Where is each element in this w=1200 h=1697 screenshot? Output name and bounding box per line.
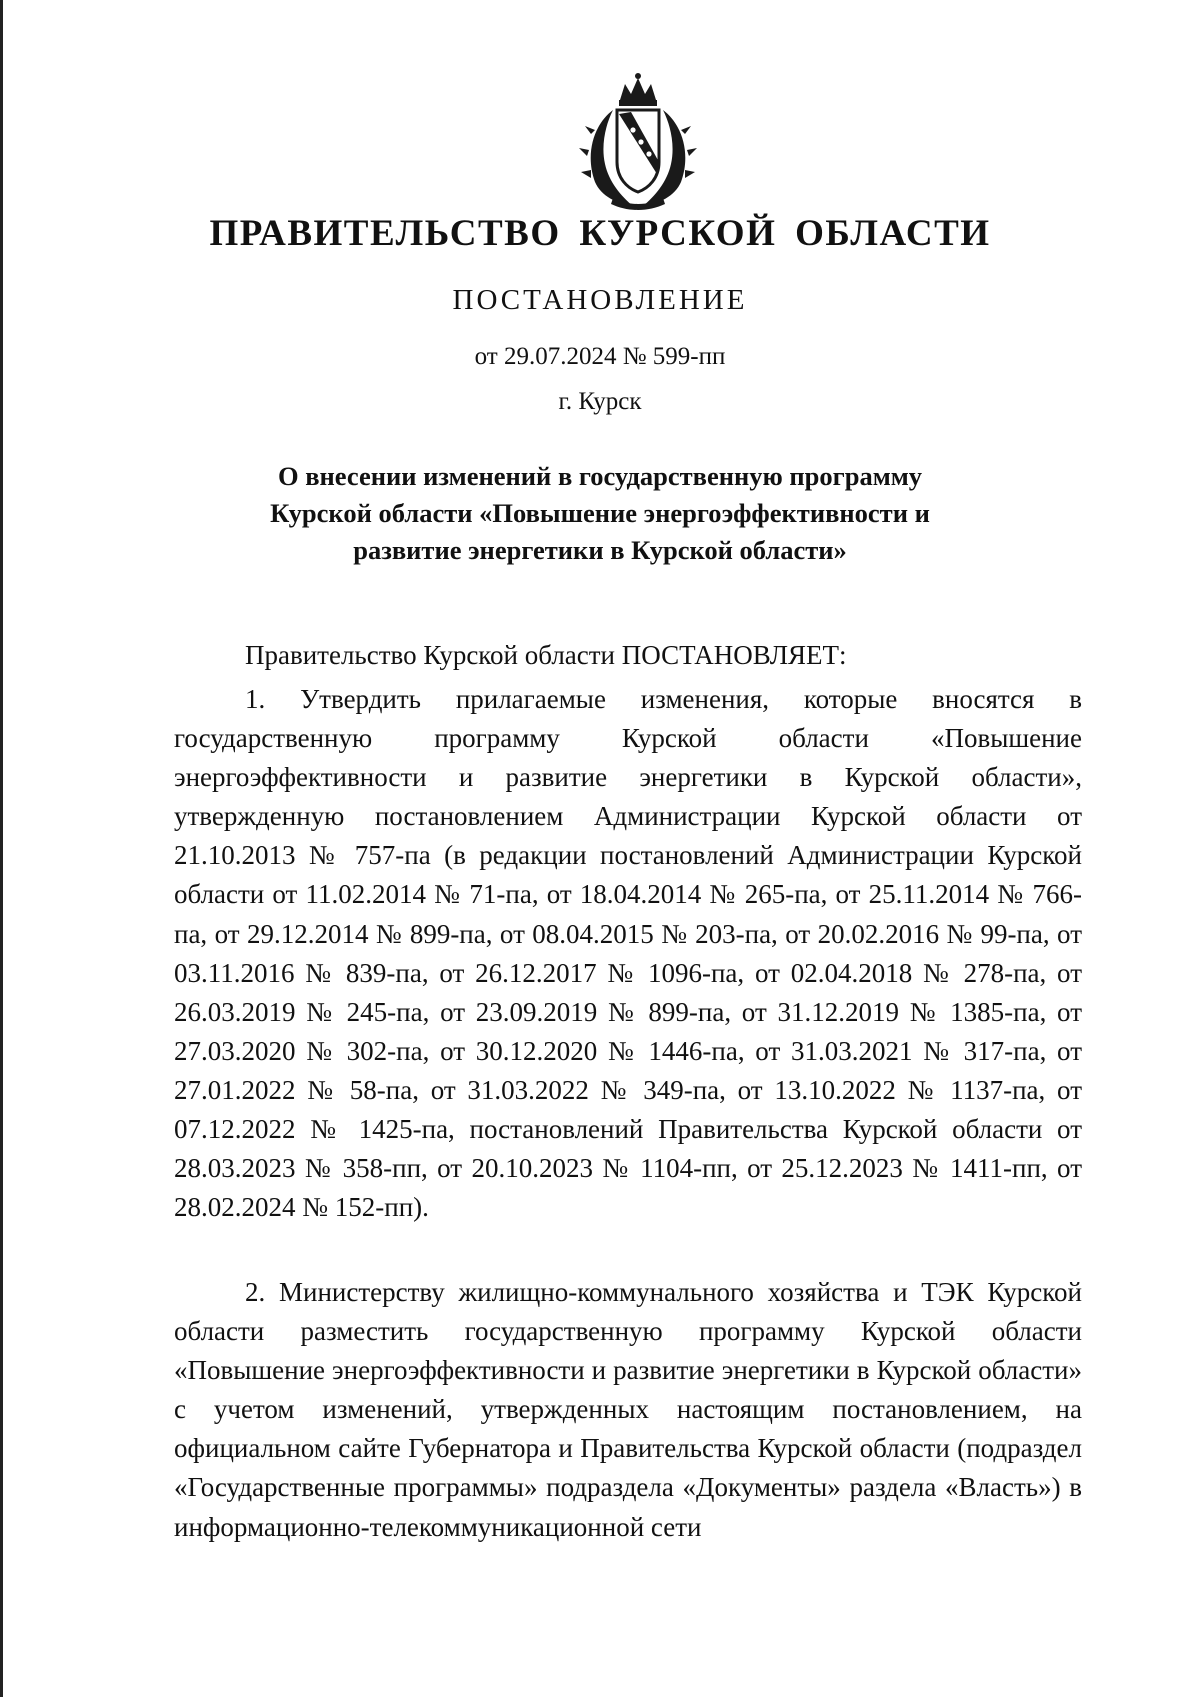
- paragraph-1: 1. Утвердить прилагаемые изменения, которые вносятся в государственную программу Курской области «Повышение энергоэффективности и развитие энергетики в Курской области», утвержденную постановлением Администрации Курской области от 21.10.2013 № 757-па (в редакции постановлений Администрации Курской области от 11.02.2014 № 71-па, от 18.04.2014 № 265-па, от 25.11.2014 № 766-па, от 29.12.2014 № 899-па, от 08.04.2015 № 203-па, от 20.02.2016 № 99-па, от 03.11.2016 № 839-па, от 26.12.2017 № 1096-па, от 02.04.2018 № 278-па, от 26.03.2019 № 245-па, от 23.09.2019 № 899-па, от 31.12.2019 № 1385-па, от 27.03.2020 № 302-па, от 30.12.2020 № 1446-па, от 31.03.2021 № 317-па, от 27.01.2022 № 58-па, от 31.03.2022 № 349-па, от 13.10.2022 № 1137-па, от 07.12.2022 № 1425-па, постановлений Правительства Курской области от 28.03.2023 № 358-пп, от 20.10.2023 № 1104-пп, от 25.12.2023 № 1411-пп, от 28.02.2024 № 152-пп).: [174, 684, 1082, 1223]
- preamble: Правительство Курской области ПОСТАНОВЛЯЕТ:: [245, 640, 847, 670]
- document-date-number: от 29.07.2024 № 599-пп: [474, 343, 726, 370]
- document-city: г. Курск: [558, 388, 642, 415]
- document-type-heading: ПОСТАНОВЛЕНИЕ: [452, 284, 748, 316]
- document-subject: [0, 458, 1200, 569]
- coat-of-arms-emblem: [573, 70, 703, 210]
- subject-line: О внесении изменений в государственную программу: [277, 461, 923, 491]
- subject-line: Курской области «Повышение энергоэффективности и: [270, 498, 930, 528]
- subject-line: развитие энергетики в Курской области»: [353, 535, 847, 565]
- organization-title: ПРАВИТЕЛЬСТВО КУРСКОЙ ОБЛАСТИ: [209, 213, 991, 254]
- paragraph-2: 2. Министерству жилищно-коммунального хозяйства и ТЭК Курской области разместить государственную программу Курской области «Повышение энергоэффективности и развитие энергетики в Курской области» с учетом изменений, утвержденных настоящим постановлением, на официальном сайте Губернатора и Правительства Курской области (подраздел «Государственные программы» подраздела «Документы» раздела «Власть») в информационно-телекоммуникационной сети: [174, 1277, 1082, 1542]
